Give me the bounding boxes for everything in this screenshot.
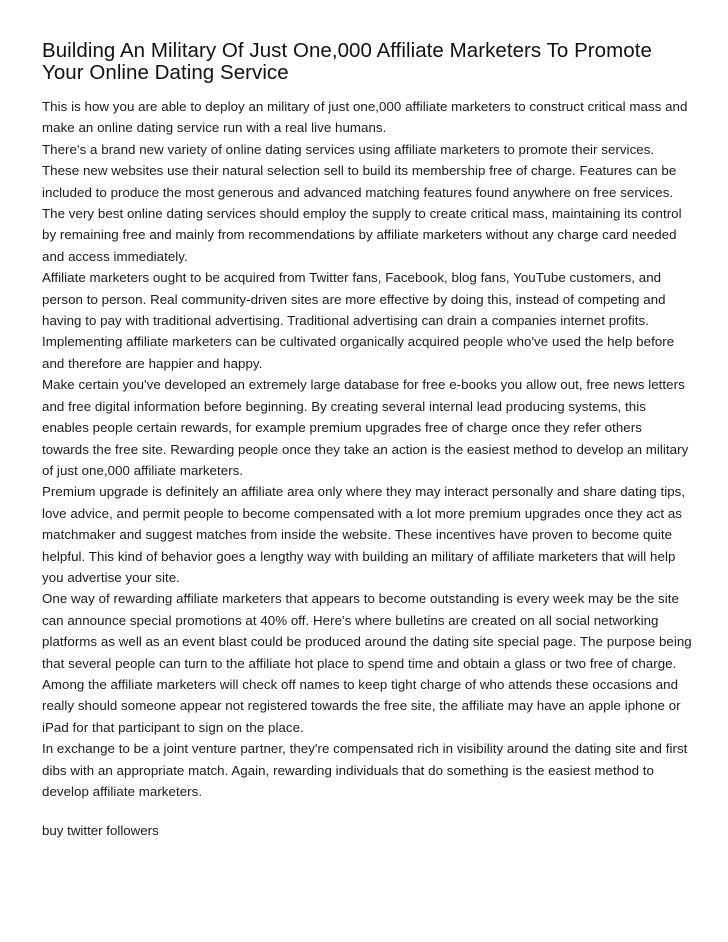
document-title: Building An Military Of Just One,000 Affiliate Marketers To Promote Your Online Dating Service	[42, 39, 652, 84]
paragraph-5: Premium upgrade is definitely an affiliate area only where they may interact personally and share dating tips, love advice, and permit people to become compensated with a lot more premium upgrades once they act as matchmaker and suggest matches from inside the website. These incentives have proven to become quite helpful. This kind of behavior goes a lengthy way with building an military of affiliate marketers that will help you advertise your site.	[42, 484, 686, 585]
paragraph-4: Make certain you've developed an extremely large database for free e-books you allow out, free news letters and free digital information before beginning. By creating several internal lead producing systems, this enables people certain rewards, for example premium upgrades free of charge once they refer others towards the free site. Rewarding people once they take an action is the easiest method to develop an military of just one,000 affiliate marketers.	[42, 377, 689, 478]
document-page	[42, 40, 692, 841]
paragraph-7: In exchange to be a joint venture partner, they're compensated rich in visibility around the dating site and first dibs with an appropriate match. Again, rewarding individuals that do something is the easiest method to develop affiliate marketers.	[42, 741, 688, 799]
document-body	[42, 96, 692, 802]
paragraph-intro: This is how you are able to deploy an military of just one,000 affiliate marketers to construct critical mass and make an online dating service run with a real live humans.	[42, 99, 688, 136]
buy-twitter-followers-link[interactable]: buy twitter followers	[42, 823, 159, 839]
paragraph-6: One way of rewarding affiliate marketers that appears to become outstanding is every week may be the site can announce special promotions at 40% off. Here's where bulletins are created on all social networking platforms as well as an event blast could be produced around the dating site special page. The purpose being that several people can turn to the affiliate hot place to spend time and obtain a glass or two free of charge. Among the affiliate marketers will check off names to keep tight charge of who attends these occasions and really should someone appear not registered towards the free site, the affiliate may have an apple iphone or iPad for that participant to sign on the place.	[42, 591, 692, 735]
paragraph-2: There's a brand new variety of online dating services using affiliate marketers to promote their services. These new websites use their natural selection sell to build its membership free of charge. Features can be included to produce the most generous and advanced matching features found anywhere on free services. The very best online dating services should employ the supply to create critical mass, maintaining its control by remaining free and mainly from recommendations by affiliate marketers without any charge card needed and access immediately.	[42, 141, 682, 264]
paragraph-3: Affiliate marketers ought to be acquired from Twitter fans, Facebook, blog fans, YouTube customers, and person to person. Real community-driven sites are more effective by doing this, instead of competing and having to pay with traditional advertising. Traditional advertising can drain a companies internet profits. Implementing affiliate marketers can be cultivated organically acquired people who've used the help before and therefore are happier and happy.	[42, 270, 675, 371]
